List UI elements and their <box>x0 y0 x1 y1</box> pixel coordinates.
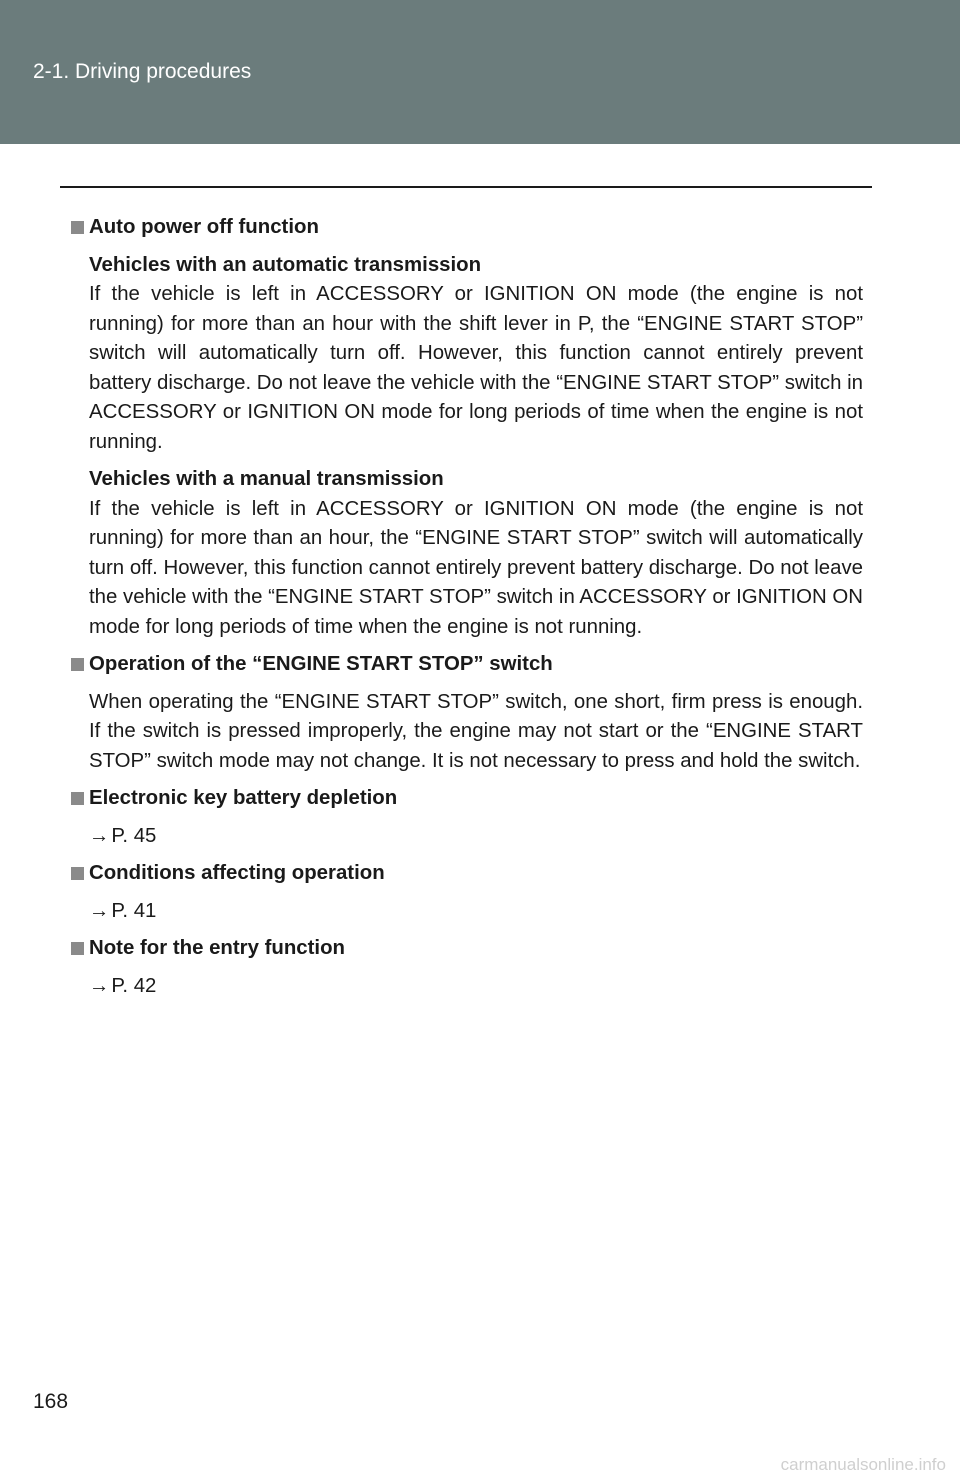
square-bullet-icon <box>71 942 84 955</box>
square-bullet-icon <box>71 792 84 805</box>
page-reference[interactable] <box>71 897 863 927</box>
page-reference-text: P. 45 <box>111 824 157 847</box>
divider <box>60 186 872 188</box>
section-conditions <box>71 859 863 926</box>
section-switch-operation <box>71 650 863 776</box>
page-reference[interactable] <box>71 822 863 852</box>
paragraph-text: If the vehicle is left in ACCESSORY or IGNITION ON mode (the engine is not running) for more than an hour, the “ENGINE START STOP” switch will automatically turn off. However, this function cannot entirely prevent battery discharge. Do not leave the vehicle with the “ENGINE START STOP” switch in ACCESSORY or IGNITION ON mode for long periods of time when the engine is not running. <box>89 497 863 638</box>
page-reference-text: P. 42 <box>111 974 157 997</box>
square-bullet-icon <box>71 867 84 880</box>
section-key-battery <box>71 784 863 851</box>
page-reference-text: P. 41 <box>111 899 157 922</box>
page-number: 168 <box>33 1390 69 1413</box>
content <box>71 213 863 1009</box>
subheading: Vehicles with an automatic transmission <box>89 253 482 276</box>
section-title: Operation of the “ENGINE START STOP” switch <box>89 653 553 675</box>
square-bullet-icon <box>71 658 84 671</box>
arrow-right-icon: → <box>89 974 110 997</box>
section-title: Note for the entry function <box>89 937 346 959</box>
section-auto-power-off <box>71 213 863 642</box>
watermark: carmanualsonline.info <box>780 1455 946 1474</box>
square-bullet-icon <box>71 221 84 234</box>
arrow-right-icon: → <box>89 899 110 922</box>
section-title: Auto power off function <box>89 216 319 238</box>
paragraph-text: If the vehicle is left in ACCESSORY or IGNITION ON mode (the engine is not running) for more than an hour with the shift lever in P, the “ENGINE START STOP” switch will automatically turn off. However, this function cannot entirely prevent battery discharge. Do not leave the vehicle with the “ENGINE START STOP” switch in ACCESSORY or IGNITION ON mode for long periods of time when the engine is not running. <box>89 283 863 453</box>
arrow-right-icon: → <box>89 824 110 847</box>
page-header <box>0 0 960 144</box>
paragraph <box>71 251 863 458</box>
section-entry-function <box>71 934 863 1001</box>
subheading: Vehicles with a manual transmission <box>89 468 444 490</box>
page-reference[interactable] <box>71 972 863 1002</box>
section-title: Conditions affecting operation <box>89 862 385 884</box>
paragraph <box>71 465 863 642</box>
chapter-title: 2-1. Driving procedures <box>33 60 252 83</box>
section-title: Electronic key battery depletion <box>89 787 398 809</box>
paragraph-text: When operating the “ENGINE START STOP” switch, one short, firm press is enough. If the switch is pressed improperly, the engine may not start or the “ENGINE START STOP” switch mode may not change. It is not necessary to press and hold the switch. <box>89 690 863 772</box>
